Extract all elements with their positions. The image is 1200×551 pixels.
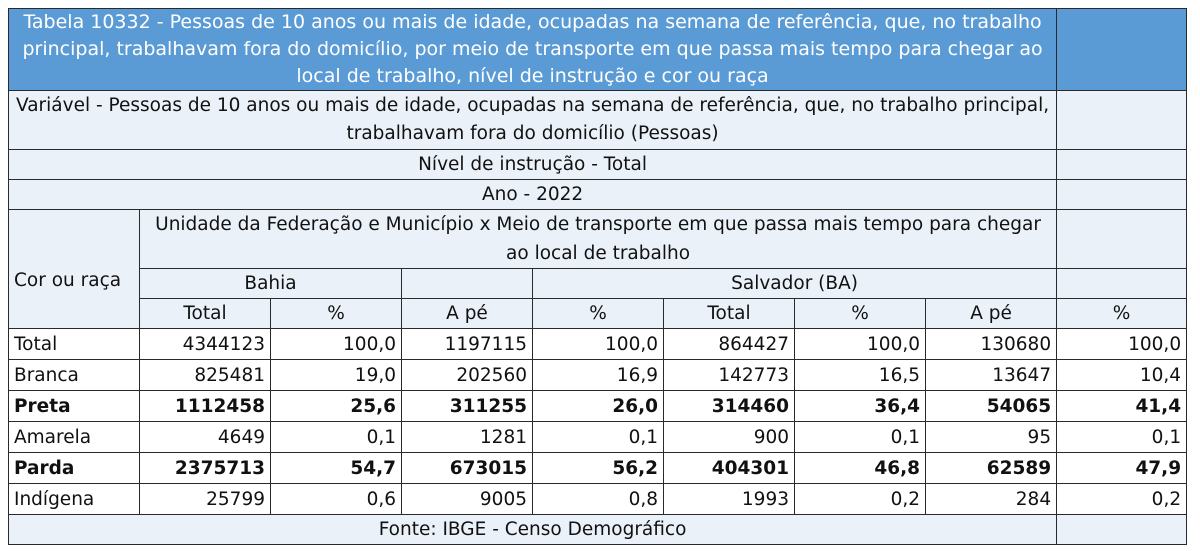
column-header: % bbox=[533, 299, 664, 329]
title-row bbox=[9, 9, 1187, 91]
table-cell: 100,0 bbox=[271, 329, 402, 360]
education-level-label: Nível de instrução - Total bbox=[9, 150, 1057, 180]
region-spacer bbox=[402, 269, 533, 299]
table-cell: 0,1 bbox=[1057, 422, 1187, 453]
variable-label: Variável - Pessoas de 10 anos ou mais de idade, ocupadas na semana de referência, que, no trabalho principal, trabalhavam fora do domicílio (Pessoas) bbox=[9, 91, 1057, 150]
table-cell: 0,1 bbox=[271, 422, 402, 453]
table-cell: 673015 bbox=[402, 453, 533, 484]
table-cell: 2375713 bbox=[140, 453, 271, 484]
column-header: A pé bbox=[926, 299, 1057, 329]
table-cell: 0,6 bbox=[271, 484, 402, 515]
table-cell: 54065 bbox=[926, 391, 1057, 422]
group-header-side-cell bbox=[1057, 210, 1187, 269]
table-cell: 16,5 bbox=[795, 360, 926, 391]
row-label: Parda bbox=[9, 453, 140, 484]
footer-side-cell bbox=[1057, 515, 1187, 545]
table-cell: 54,7 bbox=[271, 453, 402, 484]
table-cell: 0,2 bbox=[1057, 484, 1187, 515]
table-cell: 25799 bbox=[140, 484, 271, 515]
table-cell: 284 bbox=[926, 484, 1057, 515]
table-cell: 1281 bbox=[402, 422, 533, 453]
table-cell: 100,0 bbox=[533, 329, 664, 360]
footer-row bbox=[9, 515, 1187, 545]
year-side-cell bbox=[1057, 180, 1187, 210]
variable-side-cell bbox=[1057, 91, 1187, 150]
source-note: Fonte: IBGE - Censo Demográfico bbox=[9, 515, 1057, 545]
table-cell: 41,4 bbox=[1057, 391, 1187, 422]
table-cell: 311255 bbox=[402, 391, 533, 422]
table-cell: 1112458 bbox=[140, 391, 271, 422]
table-cell: 1197115 bbox=[402, 329, 533, 360]
table-row bbox=[9, 329, 1187, 360]
row-header-label: Cor ou raça bbox=[9, 210, 140, 329]
table-cell: 62589 bbox=[926, 453, 1057, 484]
table-cell: 100,0 bbox=[795, 329, 926, 360]
table-cell: 130680 bbox=[926, 329, 1057, 360]
table-cell: 0,2 bbox=[795, 484, 926, 515]
table-cell: 4344123 bbox=[140, 329, 271, 360]
education-row bbox=[9, 150, 1187, 180]
table-row bbox=[9, 391, 1187, 422]
table-cell: 19,0 bbox=[271, 360, 402, 391]
table-cell: 95 bbox=[926, 422, 1057, 453]
table-cell: 47,9 bbox=[1057, 453, 1187, 484]
table-row bbox=[9, 484, 1187, 515]
column-header: Total bbox=[140, 299, 271, 329]
table-cell: 0,1 bbox=[795, 422, 926, 453]
region-side-cell bbox=[1057, 269, 1187, 299]
column-header: % bbox=[1057, 299, 1187, 329]
region-bahia: Bahia bbox=[140, 269, 402, 299]
table-cell: 900 bbox=[664, 422, 795, 453]
table-grid bbox=[8, 8, 1187, 545]
table-cell: 825481 bbox=[140, 360, 271, 391]
table-cell: 404301 bbox=[664, 453, 795, 484]
table-cell: 4649 bbox=[140, 422, 271, 453]
column-header: Total bbox=[664, 299, 795, 329]
table-cell: 1993 bbox=[664, 484, 795, 515]
table-cell: 26,0 bbox=[533, 391, 664, 422]
table-cell: 202560 bbox=[402, 360, 533, 391]
table-row bbox=[9, 360, 1187, 391]
table-cell: 9005 bbox=[402, 484, 533, 515]
table-cell: 864427 bbox=[664, 329, 795, 360]
row-label: Preta bbox=[9, 391, 140, 422]
table-cell: 100,0 bbox=[1057, 329, 1187, 360]
education-side-cell bbox=[1057, 150, 1187, 180]
column-header: A pé bbox=[402, 299, 533, 329]
group-header-row bbox=[9, 210, 1187, 269]
table-cell: 13647 bbox=[926, 360, 1057, 391]
region-row bbox=[9, 269, 1187, 299]
variable-row bbox=[9, 91, 1187, 150]
column-header: % bbox=[271, 299, 402, 329]
title-side-cell bbox=[1057, 9, 1187, 91]
table-cell: 10,4 bbox=[1057, 360, 1187, 391]
group-header: Unidade da Federação e Município x Meio de transporte em que passa mais tempo para chegar ao local de trabalho bbox=[140, 210, 1057, 269]
table-title: Tabela 10332 - Pessoas de 10 anos ou mais de idade, ocupadas na semana de referência, que, no trabalho principal, trabalhavam fora do domicílio, por meio de transporte em que passa mais tempo para chegar ao local de trabalho, nível de instrução e cor ou raça bbox=[9, 9, 1057, 91]
region-salvador: Salvador (BA) bbox=[533, 269, 1057, 299]
table-cell: 142773 bbox=[664, 360, 795, 391]
table-cell: 16,9 bbox=[533, 360, 664, 391]
table-cell: 56,2 bbox=[533, 453, 664, 484]
table-cell: 36,4 bbox=[795, 391, 926, 422]
row-label: Total bbox=[9, 329, 140, 360]
row-label: Amarela bbox=[9, 422, 140, 453]
table-row bbox=[9, 453, 1187, 484]
table-cell: 0,8 bbox=[533, 484, 664, 515]
column-header: % bbox=[795, 299, 926, 329]
table-cell: 25,6 bbox=[271, 391, 402, 422]
row-label: Branca bbox=[9, 360, 140, 391]
table-cell: 46,8 bbox=[795, 453, 926, 484]
table-cell: 314460 bbox=[664, 391, 795, 422]
data-table bbox=[8, 8, 1186, 545]
table-cell: 0,1 bbox=[533, 422, 664, 453]
year-row bbox=[9, 180, 1187, 210]
column-header-row bbox=[9, 299, 1187, 329]
table-row bbox=[9, 422, 1187, 453]
year-label: Ano - 2022 bbox=[9, 180, 1057, 210]
row-label: Indígena bbox=[9, 484, 140, 515]
